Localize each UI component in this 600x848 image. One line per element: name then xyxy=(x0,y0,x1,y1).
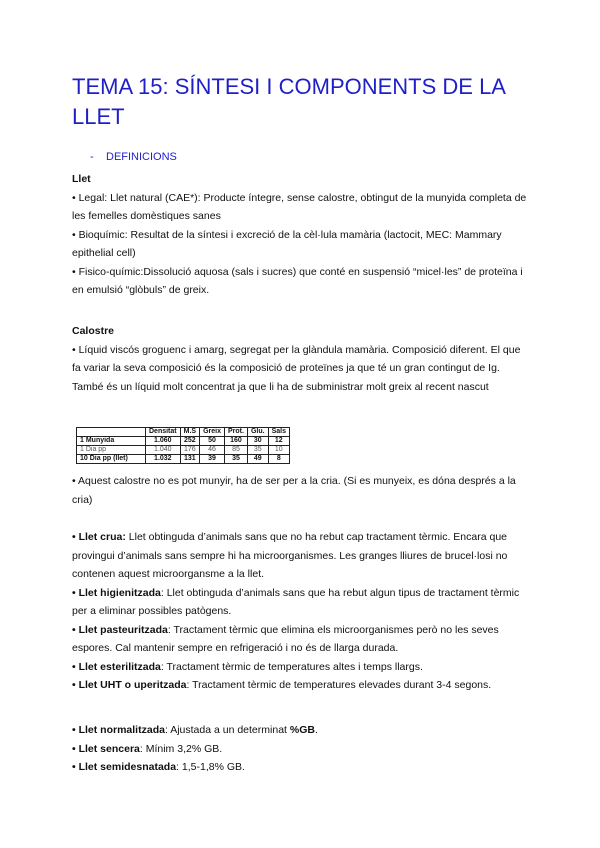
calostre-heading: Calostre xyxy=(72,325,115,337)
table-cell: 1 Dia pp xyxy=(77,446,146,455)
table-cell: 30 xyxy=(247,437,268,446)
table-cell: 1.032 xyxy=(146,455,181,464)
term-text: Llet obtinguda d’animals sans que no ha rebut cap tractament tèrmic. Encara que provingui d’animals sans sempre hi ha microorganismes. Les granges lliures de brucel·losi no contenen aquest microorgansme a la llet. xyxy=(72,531,508,580)
calostre-note: • Aquest calostre no es pot munyir, ha de ser per a la cria. (Si es munyeix, es dóna després a la cria) xyxy=(72,475,516,506)
term-text: : Tractament tèrmic de temperatures elevades durant 3-4 segons. xyxy=(186,679,492,691)
table-header: M.S xyxy=(180,428,199,437)
llet-normalitzada xyxy=(72,721,528,740)
llet-bioquimic: • Bioquímic: Resultat de la síntesi i excreció de la cèl·lula mamària (lactocit, MEC: Mammary epithelial cell) xyxy=(72,228,502,259)
list-dash: - xyxy=(90,151,94,163)
term-bold: %GB xyxy=(289,724,315,736)
table-row xyxy=(77,437,290,446)
table-header-row xyxy=(77,428,290,437)
term-text: : 1,5-1,8% GB. xyxy=(176,761,245,773)
calostre-text: • Líquid viscós groguenc i amarg, segregat per la glàndula mamària. Composició diferent. El que fa variar la seva composició és la composició de proteïnes ja que té un gran contingut de Ig. També és un líquid molt concentrat ja que li ha de subministrar molt greix al recent nascut xyxy=(72,343,521,393)
term-text: . xyxy=(314,724,318,736)
llet-heading: Llet xyxy=(72,173,91,185)
table-header: Glu. xyxy=(247,428,268,437)
table-row xyxy=(77,446,290,455)
llet-legal: • Legal: Llet natural (CAE*): Producte íntegre, sense calostre, obtingut de la munyida completa de les femelles domèstiques sanes xyxy=(72,191,527,222)
table-row xyxy=(77,455,290,464)
llet-uht xyxy=(72,676,528,695)
table-cell: 8 xyxy=(268,455,289,464)
composicio-section xyxy=(72,721,528,777)
section-definicions xyxy=(90,151,177,163)
llet-esterilitzada xyxy=(72,658,528,677)
term-text: : Llet obtinguda d’animals sans que ha rebut algun tipus de tractament tèrmic per a eliminar possibles patògens. xyxy=(72,586,520,617)
table-header: Greix xyxy=(200,428,225,437)
term-text: : Tractament tèrmic que elimina els microorganismes però no les seves espores. Cal mantenir sempre en refrigeració i no és de llarga durada. xyxy=(72,623,499,654)
table-cell: 35 xyxy=(224,455,247,464)
table-header xyxy=(77,428,146,437)
table-cell: 39 xyxy=(200,455,225,464)
table-cell: 10 Dia pp (llet) xyxy=(77,455,146,464)
term-label: • Llet esterilitzada xyxy=(72,660,161,673)
term-label: • Llet normalitzada xyxy=(72,724,165,736)
table-cell: 46 xyxy=(200,446,225,455)
calostre-table xyxy=(76,427,290,464)
page-title: TEMA 15: SÍNTESI I COMPONENTS DE LA LLET xyxy=(72,74,505,129)
llet-section xyxy=(72,170,528,300)
term-text: : Mínim 3,2% GB. xyxy=(139,742,223,755)
table-cell: 35 xyxy=(247,446,268,455)
llet-pasteuritzada xyxy=(72,621,528,658)
term-label: • Llet sencera xyxy=(72,742,140,755)
term-label: • Llet UHT o uperitzada xyxy=(72,679,187,691)
table-cell: 49 xyxy=(247,455,268,464)
table-cell: 252 xyxy=(180,437,199,446)
table-cell: 160 xyxy=(224,437,247,446)
term-label: • Llet pasteuritzada xyxy=(72,623,168,636)
llet-semidesnatada xyxy=(72,758,528,777)
term-label: • Llet crua: xyxy=(72,531,126,543)
tipus-llet-section xyxy=(72,528,528,695)
term-label: • Llet higienitzada xyxy=(72,586,161,599)
table-cell: 85 xyxy=(224,446,247,455)
table-cell: 1.040 xyxy=(146,446,181,455)
table-cell: 1 Munyida xyxy=(77,437,146,446)
table-header: Densitat xyxy=(146,428,181,437)
calostre-section xyxy=(72,322,528,396)
llet-higienitzada xyxy=(72,584,528,621)
term-label: • Llet semidesnatada xyxy=(72,761,177,773)
table-cell: 176 xyxy=(180,446,199,455)
llet-crua xyxy=(72,528,528,584)
table-header: Prot. xyxy=(224,428,247,437)
table-cell: 12 xyxy=(268,437,289,446)
table-cell: 50 xyxy=(200,437,225,446)
term-text: : Tractament tèrmic de temperatures altes i temps llargs. xyxy=(160,660,423,673)
table-cell: 131 xyxy=(180,455,199,464)
llet-fisicoquimic: • Fisico-químic:Dissolució aquosa (sals i sucres) que conté en suspensió “micel·les” de proteïna i en emulsió “glòbuls” de greix. xyxy=(72,265,523,296)
calostre-note-block xyxy=(72,472,528,509)
llet-sencera xyxy=(72,740,528,759)
table-header: Sals xyxy=(268,428,289,437)
definicions-label: DEFINICIONS xyxy=(106,151,177,163)
table-cell: 1.060 xyxy=(146,437,181,446)
table-cell: 10 xyxy=(268,446,289,455)
term-text: : Ajustada a un determinat xyxy=(164,724,290,736)
